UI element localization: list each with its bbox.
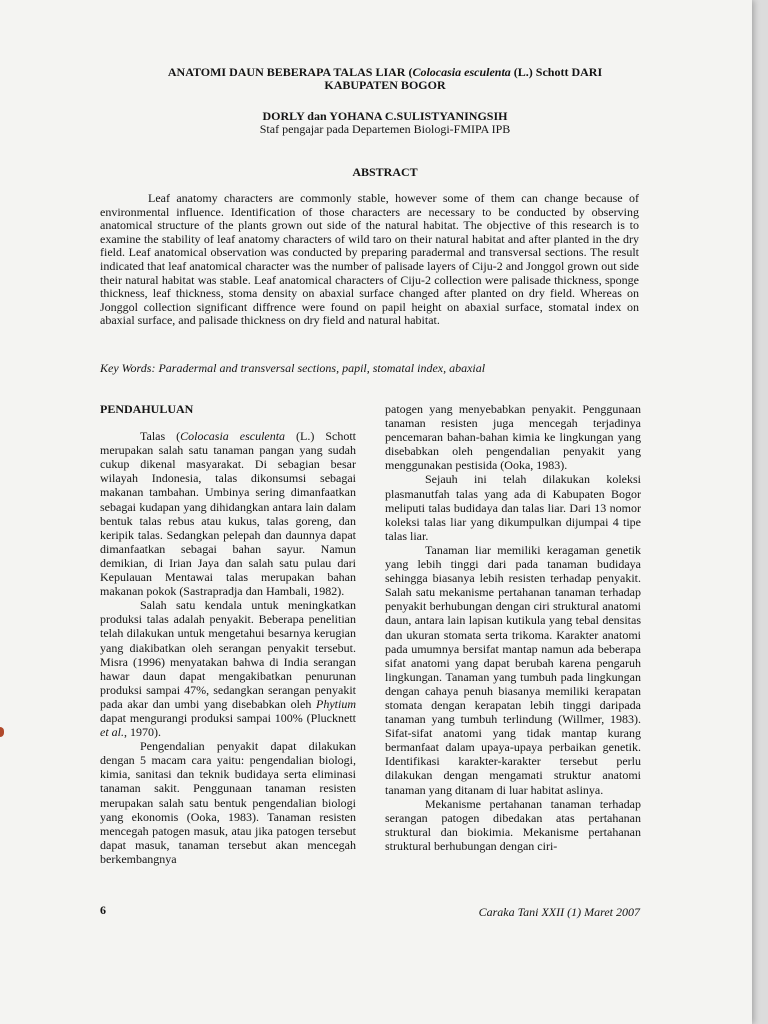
left-p1-species: Colocasia esculenta [180, 429, 286, 444]
left-p2-genus: Phytium [316, 696, 356, 711]
left-p2-etal: et al. [100, 725, 124, 740]
binding-mark [0, 727, 4, 737]
title-text-part1: ANATOMI DAUN BEBERAPA TALAS LIAR ( [167, 65, 413, 79]
left-p2-text-b: dapat mengurangi produksi sampai 100% (Plucknett [100, 710, 356, 725]
abstract-body: Leaf anatomy characters are commonly stable, however some of them can change because of environmental influence. Identification of those characters are necessary to be conducted by observing anatomical structure of the plants grown out side of the natural habitat. The objective of this research is to examine the stability of leaf anatomy characters of wild taro on their natural habitat and after planted in the dry field. Leaf anatomical observation was conducted by preparing paradermal and transversal sections. The result indicated that leaf anatomical character was the number of palisade layers of Ciju-2 and Jonggol grown out side their natural habitat was stable. Leaf anatomical characters of Ciju-2 collection were palisade thickness, sponge thickness, leaf thickness, stoma density on abaxial surface changed after planted on dry field. Whereas on Jonggol collection significant diffrence were found on papil height on abaxial surface, stomatal index on abaxial surface, and palisade thickness on dry field and natural habitat. [100, 191, 639, 328]
right-column [385, 402, 641, 853]
section-heading: PENDAHULUAN [100, 402, 194, 416]
right-paragraph-0: patogen yang menyebabkan penyakit. Penggunaan tanaman resisten juga mencegah terjadinya pencemaran bahan-bahan kimia ke lingkungan yang disebabkan oleh pengendalian penyakit yang menggunakan pestisida (Ooka, 1983). [385, 402, 641, 473]
article-title [130, 66, 640, 92]
author-names: DORLY dan YOHANA C.SULISTYANINGSIH [262, 109, 508, 123]
journal-citation: Caraka Tani XXII (1) Maret 2007 [478, 905, 640, 919]
author-affiliation: Staf pengajar pada Departemen Biologi-FMIPA IPB [259, 122, 511, 136]
title-species-name: Colocasia esculenta [412, 65, 511, 79]
page-number: 6 [100, 903, 106, 917]
keywords: Key Words: Paradermal and transversal sections, papil, stomatal index, abaxial [100, 361, 486, 375]
left-p1-text-b: (L.) Schott merupakan salah satu tanaman pangan yang sudah cukup dikenal masyarakat. Di sebagian besar wilayah Indonesia, talas dikonsumsi sebagai makanan tambahan. Umbinya sering dimanfaatkan sebagai kudapan yang dihidangkan antara lain dalam bentuk talas rebus atau kukus, talas goreng, dan keripik talas. Sedangkan pelepah dan daunnya dapat dimanfaatkan sebagai bahan sayur. Namun demikian, di Irian Jaya dan salah satu pulau dari Kepulauan Mentawai talas merupakan bahan makanan pokok (Sastrapradja dan Hambali, 1982). [100, 429, 356, 599]
right-paragraph-2: Tanaman liar memiliki keragaman genetik yang lebih tinggi dari pada tanaman budidaya sehingga biasanya lebih resisten terhadap penyakit. Salah satu mekanisme pertahanan tanaman terhadap penyakit berhubungan dengan ciri struktural anatomi daun, antara lain lapisan kutikula yang tebal densitas dan ukuran stomata serta trikoma. Karakter anatomi pada umumnya bersifat mantap namun ada beberapa sifat anatomi yang dapat berubah karena pengaruh lingkungan. Tanaman yang tumbuh pada lingkungan dengan cahaya penuh biasanya memiliki kerapatan stomata dengan kerapatan lebih tinggi daripada tanaman yang tumbuh terlindung (Willmer, 1983). Sifat-sifat anatomi yang tidak mantap kurang bermanfaat dalam upaya-upaya perbaikan genetik. Identifikasi karakter-karakter tersebut perlu dilakukan dengan mengamati struktur anatomi tanaman yang ditanam di luar habitat aslinya. [385, 542, 641, 797]
left-p2-text-c: , 1970). [124, 725, 161, 740]
left-p2-text-a: Salah satu kendala untuk meningkatkan produksi talas adalah penyakit. Beberapa penelitian telah dilakukan untuk mengetahui besarnya kerugian yang diakibatkan oleh serangan penyakit tersebut. Misra (1996) menyatakan bahwa di India serangan hawar daun dapat mengakibatkan penurunan produksi sampai 47%, sedangkan serangan penyakit pada akar dan umbi yang disebabkan oleh [100, 598, 356, 711]
left-paragraph-2 [100, 598, 356, 739]
abstract-heading: ABSTRACT [352, 165, 418, 179]
left-paragraph-1 [100, 429, 356, 598]
right-paragraph-3: Mekanisme pertahanan tanaman terhadap serangan patogen dibedakan atas pertahanan struktural dan biokimia. Mekanisme pertahanan struktural berhubungan dengan ciri- [385, 796, 641, 853]
left-p1-text-a: Talas ( [140, 429, 181, 444]
left-column [100, 402, 356, 866]
right-paragraph-1: Sejauh ini telah dilakukan koleksi plasmanutfah talas yang ada di Kabupaten Bogor meliputi talas budidaya dan talas liar. Dari 13 nomor koleksi talas liar yang dikumpulkan dijumpai 4 tipe talas liar. [385, 472, 641, 543]
title-text-part2: (L.) Schott DARI KABUPATEN BOGOR [324, 65, 603, 92]
left-paragraph-3: Pengendalian penyakit dapat dilakukan dengan 5 macam cara yaitu: pengendalian biologi, kimia, sanitasi dan teknik budidaya serta eliminasi tanaman sakit. Penggunaan tanaman resisten merupakan salah satu bentuk pengendalian biologi yang ekonomis (Ooka, 1983). Tanaman resisten mencegah patogen masuk, atau jika patogen tersebut dapat masuk, tanaman tersebut akan mencegah berkembangnya [100, 739, 356, 866]
